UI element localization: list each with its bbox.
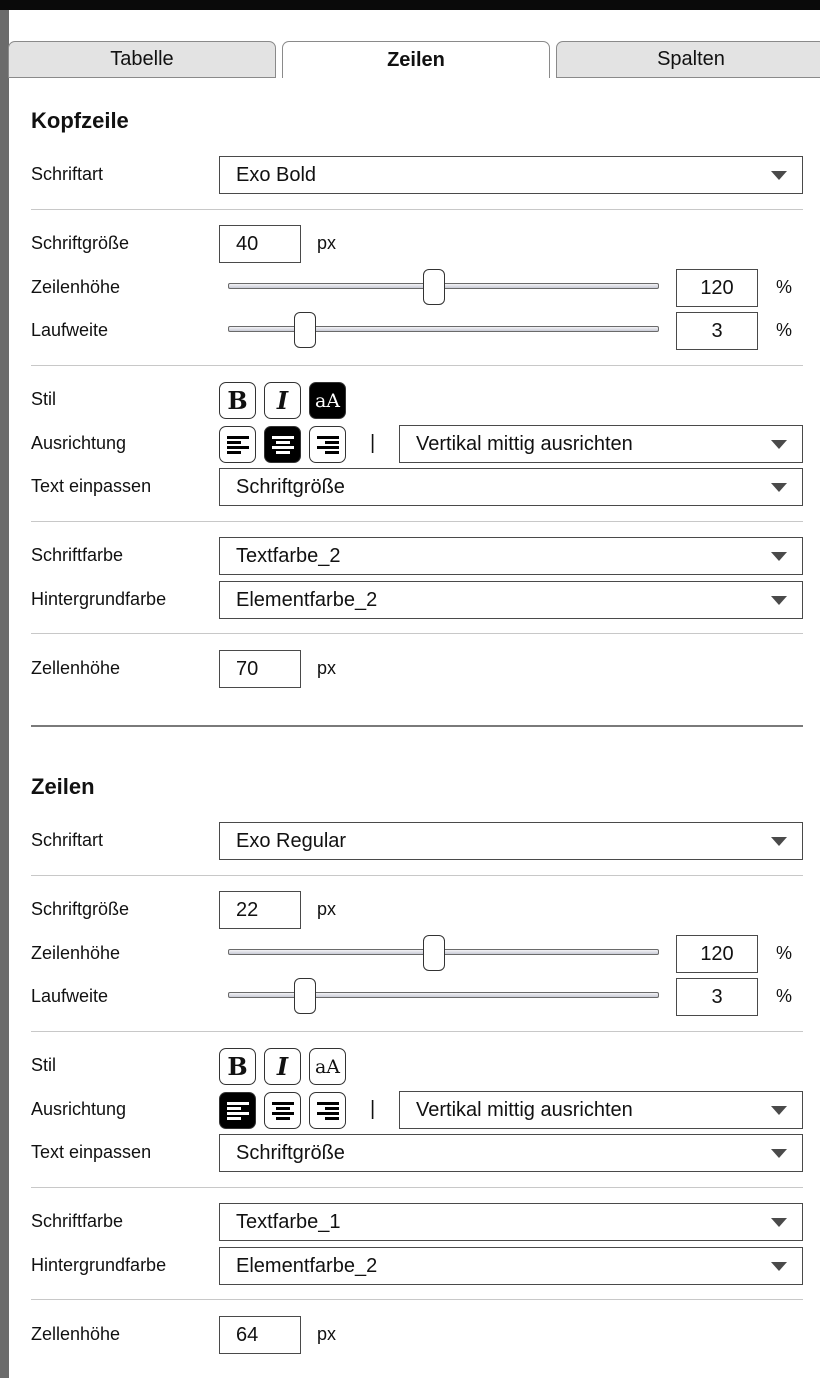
divider bbox=[31, 365, 803, 366]
line-height-input[interactable]: 120 bbox=[676, 269, 758, 307]
font-size-label: Schriftgröße bbox=[31, 899, 130, 919]
left-align-icon bbox=[227, 1102, 249, 1120]
divider bbox=[31, 1299, 803, 1300]
font-select-value: Exo Bold bbox=[236, 163, 317, 186]
fit-select[interactable] bbox=[219, 468, 803, 506]
text-case-icon: aA bbox=[314, 389, 341, 412]
letter-spacing-unit: % bbox=[776, 986, 793, 1006]
text-color-label: Schriftfarbe bbox=[31, 1211, 124, 1231]
fit-label: Text einpassen bbox=[31, 1142, 152, 1162]
cell-height-unit: px bbox=[317, 658, 337, 678]
align-center-button[interactable] bbox=[264, 1092, 301, 1129]
letter-spacing-unit: % bbox=[776, 320, 793, 340]
font-size-unit: px bbox=[317, 233, 337, 253]
line-height-slider-handle[interactable] bbox=[423, 269, 445, 305]
fit-select[interactable] bbox=[219, 1134, 803, 1172]
cell-height-label: Zellenhöhe bbox=[31, 1324, 121, 1344]
separator: | bbox=[370, 432, 376, 454]
section-divider bbox=[31, 725, 803, 727]
align-center-button[interactable] bbox=[264, 426, 301, 463]
divider bbox=[31, 875, 803, 876]
case-button[interactable] bbox=[309, 1048, 346, 1085]
fit-label: Text einpassen bbox=[31, 476, 152, 496]
italic-icon: I bbox=[276, 1052, 289, 1081]
style-label: Stil bbox=[31, 389, 57, 409]
letter-spacing-slider-handle[interactable] bbox=[294, 312, 316, 348]
chevron-down-icon bbox=[771, 837, 787, 846]
cell-height-input[interactable]: 70 bbox=[219, 650, 301, 688]
line-height-label: Zeilenhöhe bbox=[31, 277, 121, 297]
chevron-down-icon bbox=[771, 440, 787, 449]
italic-button[interactable] bbox=[264, 1048, 301, 1085]
vertical-align-select[interactable] bbox=[399, 425, 803, 463]
divider bbox=[31, 1187, 803, 1188]
divider bbox=[31, 209, 803, 210]
text-color-label: Schriftfarbe bbox=[31, 545, 124, 565]
font-size-unit: px bbox=[317, 899, 337, 919]
line-height-unit: % bbox=[776, 943, 793, 963]
line-height-label: Zeilenhöhe bbox=[31, 943, 121, 963]
fit-select-value: Schriftgröße bbox=[236, 1141, 345, 1164]
divider bbox=[31, 1031, 803, 1032]
line-height-unit: % bbox=[776, 277, 793, 297]
bg-color-value: Elementfarbe_2 bbox=[236, 588, 378, 611]
chevron-down-icon bbox=[771, 1149, 787, 1158]
font-label: Schriftart bbox=[31, 830, 104, 850]
alignment-label: Ausrichtung bbox=[31, 433, 127, 453]
center-align-icon bbox=[272, 436, 294, 454]
tab-tabelle[interactable]: Tabelle bbox=[8, 41, 276, 78]
font-select[interactable] bbox=[219, 156, 803, 194]
vertical-align-select[interactable] bbox=[399, 1091, 803, 1129]
style-label: Stil bbox=[31, 1055, 57, 1075]
vertical-align-value: Vertikal mittig ausrichten bbox=[416, 432, 633, 455]
chevron-down-icon bbox=[771, 596, 787, 605]
font-select[interactable] bbox=[219, 822, 803, 860]
vertical-align-value: Vertikal mittig ausrichten bbox=[416, 1098, 633, 1121]
font-size-label: Schriftgröße bbox=[31, 233, 130, 253]
bg-color-value: Elementfarbe_2 bbox=[236, 1254, 378, 1277]
align-left-button[interactable] bbox=[219, 426, 256, 463]
case-button[interactable] bbox=[309, 382, 346, 419]
text-color-value: Textfarbe_1 bbox=[236, 1210, 341, 1233]
text-color-select[interactable] bbox=[219, 537, 803, 575]
divider bbox=[31, 521, 803, 522]
bold-icon: B bbox=[227, 1052, 248, 1081]
font-select-value: Exo Regular bbox=[236, 829, 347, 852]
right-align-icon bbox=[317, 436, 339, 454]
section-title: Kopfzeile bbox=[31, 108, 129, 133]
cell-height-unit: px bbox=[317, 1324, 337, 1344]
chevron-down-icon bbox=[771, 1106, 787, 1115]
divider bbox=[31, 633, 803, 634]
italic-button[interactable] bbox=[264, 382, 301, 419]
letter-spacing-label: Laufweite bbox=[31, 320, 109, 340]
fit-select-value: Schriftgröße bbox=[236, 475, 345, 498]
bold-button[interactable] bbox=[219, 1048, 256, 1085]
bg-color-label: Hintergrundfarbe bbox=[31, 1255, 167, 1275]
font-size-input[interactable]: 40 bbox=[219, 225, 301, 263]
letter-spacing-slider[interactable] bbox=[228, 992, 659, 998]
font-label: Schriftart bbox=[31, 164, 104, 184]
right-align-icon bbox=[317, 1102, 339, 1120]
bg-color-select[interactable] bbox=[219, 581, 803, 619]
align-right-button[interactable] bbox=[309, 426, 346, 463]
chevron-down-icon bbox=[771, 483, 787, 492]
tab-spalten[interactable]: Spalten bbox=[556, 41, 820, 78]
chevron-down-icon bbox=[771, 171, 787, 180]
alignment-label: Ausrichtung bbox=[31, 1099, 127, 1119]
center-align-icon bbox=[272, 1102, 294, 1120]
line-height-slider-handle[interactable] bbox=[423, 935, 445, 971]
letter-spacing-input[interactable]: 3 bbox=[676, 978, 758, 1016]
chevron-down-icon bbox=[771, 1262, 787, 1271]
bg-color-label: Hintergrundfarbe bbox=[31, 589, 167, 609]
align-right-button[interactable] bbox=[309, 1092, 346, 1129]
text-color-select[interactable] bbox=[219, 1203, 803, 1241]
letter-spacing-label: Laufweite bbox=[31, 986, 109, 1006]
bg-color-select[interactable] bbox=[219, 1247, 803, 1285]
align-left-button[interactable] bbox=[219, 1092, 256, 1129]
cell-height-label: Zellenhöhe bbox=[31, 658, 121, 678]
font-size-input[interactable]: 22 bbox=[219, 891, 301, 929]
separator: | bbox=[370, 1098, 376, 1120]
bold-icon: B bbox=[227, 386, 248, 415]
cell-height-input[interactable]: 64 bbox=[219, 1316, 301, 1354]
panel-left-edge bbox=[0, 10, 9, 1378]
tab-zeilen[interactable]: Zeilen bbox=[282, 41, 550, 78]
letter-spacing-slider[interactable] bbox=[228, 326, 659, 332]
chevron-down-icon bbox=[771, 552, 787, 561]
bold-button[interactable] bbox=[219, 382, 256, 419]
text-case-icon: aA bbox=[314, 1055, 341, 1078]
section-title: Zeilen bbox=[31, 774, 95, 799]
chevron-down-icon bbox=[771, 1218, 787, 1227]
line-height-input[interactable]: 120 bbox=[676, 935, 758, 973]
left-align-icon bbox=[227, 436, 249, 454]
italic-icon: I bbox=[276, 386, 289, 415]
letter-spacing-input[interactable]: 3 bbox=[676, 312, 758, 350]
window-top-bar bbox=[0, 0, 820, 10]
letter-spacing-slider-handle[interactable] bbox=[294, 978, 316, 1014]
text-color-value: Textfarbe_2 bbox=[236, 544, 341, 567]
